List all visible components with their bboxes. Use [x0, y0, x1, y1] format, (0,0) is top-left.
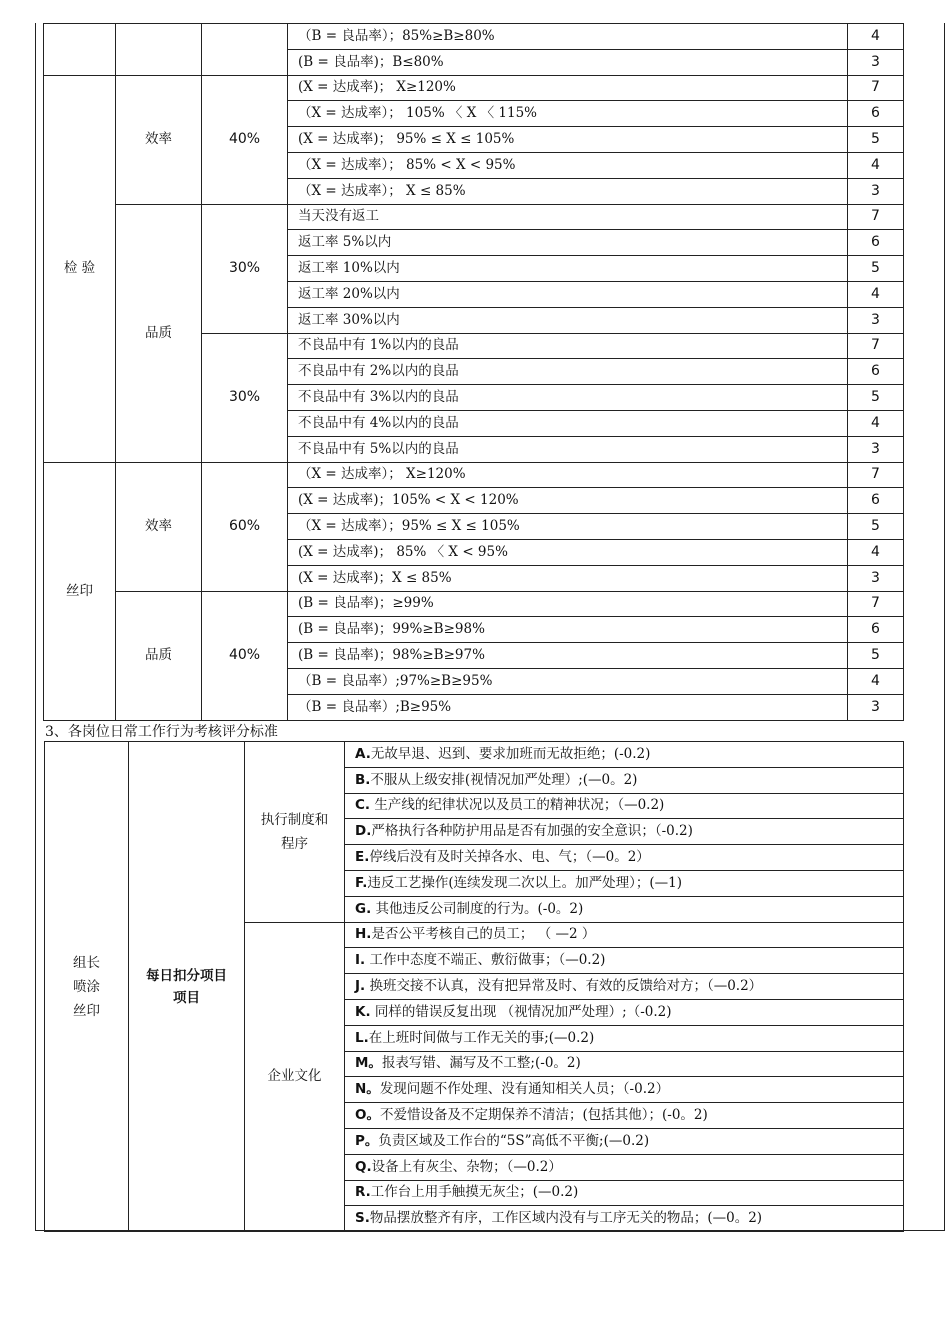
criterion-cell: （B = 良品率）;B≥95%	[288, 694, 848, 720]
role-label: 喷涂	[73, 978, 100, 995]
deduction-item	[345, 974, 904, 1000]
criterion-cell: （X = 达成率）； 85% < X < 95%	[288, 152, 848, 178]
deduction-item	[345, 1077, 904, 1103]
group-name-sub: 程序	[281, 835, 308, 852]
score-cell: 7	[848, 462, 904, 488]
item-text: 换班交接不认真，没有把异常及时、有效的反馈给对方；（—0.2）	[365, 978, 763, 995]
weight-cell	[202, 24, 288, 76]
criterion-cell: 返工率 5%以内	[288, 230, 848, 256]
daily-deduction-table	[44, 741, 904, 1232]
item-text: 物品摆放整齐有序，工作区域内没有与工序无关的物品；(—0。2)	[369, 1210, 763, 1227]
score-cell: 4	[848, 410, 904, 436]
criterion-cell: （B = 良品率）；85%≥B≥80%	[288, 24, 848, 50]
weight-value: 30%	[202, 204, 288, 333]
score-cell: 6	[848, 617, 904, 643]
category-efficiency: 效率	[116, 75, 202, 204]
item-text: 不服从上级安排(视情况加严处理）;(—0。2)	[370, 771, 638, 788]
deduction-item	[345, 845, 904, 871]
deduction-item	[345, 1103, 904, 1129]
item-text: 违反工艺操作(连续发现二次以上。加严处理）；(—1)	[367, 874, 683, 891]
item-letter: O。	[355, 1107, 380, 1124]
criterion-cell: (X = 达成率)；105% < X < 120%	[288, 488, 848, 514]
score-cell: 4	[848, 152, 904, 178]
item-title: 每日扣分项目	[146, 967, 227, 984]
criterion-cell: (B = 良品率)；99%≥B≥98%	[288, 617, 848, 643]
group-name-cell	[245, 922, 345, 1232]
weight-value: 40%	[202, 591, 288, 720]
item-text: 无故早退、迟到、要求加班而无故拒绝；(-0.2)	[370, 745, 651, 762]
score-cell: 3	[848, 436, 904, 462]
item-text: 不爱惜设备及不定期保养不清洁；(包括其他）；(-0。2)	[379, 1107, 708, 1124]
criterion-cell: (X = 达成率)；X ≤ 85%	[288, 565, 848, 591]
criterion-cell: 返工率 10%以内	[288, 256, 848, 282]
deduction-item	[345, 1206, 904, 1232]
weight-value: 30%	[202, 333, 288, 462]
item-text: 其他违反公司制度的行为。(-0。2)	[371, 900, 584, 917]
item-letter: R.	[355, 1184, 371, 1201]
item-letter: M。	[355, 1055, 382, 1072]
score-cell: 3	[848, 307, 904, 333]
score-cell: 4	[848, 281, 904, 307]
score-cell: 6	[848, 230, 904, 256]
item-text: 生产线的纪律状况以及员工的精神状况；（—0.2)	[370, 797, 665, 814]
table-row	[44, 204, 904, 230]
score-cell: 6	[848, 488, 904, 514]
deduction-item	[345, 1051, 904, 1077]
item-letter: E.	[355, 849, 370, 866]
score-cell: 5	[848, 127, 904, 153]
deduction-item	[345, 793, 904, 819]
deduction-item	[345, 1180, 904, 1206]
item-text: 工作中态度不端正、敷衍做事；（—0.2)	[365, 952, 606, 969]
page-frame-left	[35, 23, 36, 1231]
score-cell: 7	[848, 333, 904, 359]
table-row	[44, 24, 904, 50]
criterion-cell: （B = 良品率）;97%≥B≥95%	[288, 668, 848, 694]
item-text: 是否公平考核自己的员工； （ —2 ）	[371, 926, 596, 943]
category-efficiency: 效率	[116, 462, 202, 591]
group-name-cell	[245, 742, 345, 923]
score-cell: 4	[848, 539, 904, 565]
item-letter: J.	[355, 978, 366, 995]
score-cell: 7	[848, 75, 904, 101]
score-cell: 5	[848, 643, 904, 669]
item-letter: A.	[355, 745, 371, 762]
criterion-cell: (B = 良品率)；B≤80%	[288, 49, 848, 75]
deduction-item	[345, 948, 904, 974]
deduction-item	[345, 1154, 904, 1180]
score-cell: 3	[848, 49, 904, 75]
criterion-cell: (X = 达成率)； 85% 〈 X < 95%	[288, 539, 848, 565]
item-letter: S.	[355, 1210, 370, 1227]
item-title-cell	[129, 742, 245, 1232]
item-letter: D.	[355, 823, 372, 840]
table-row	[44, 591, 904, 617]
item-letter: H.	[355, 926, 372, 943]
item-letter: C.	[355, 797, 371, 814]
position-silkscreen: 丝印	[44, 462, 116, 720]
item-text: 设备上有灰尘、杂物；（—0.2）	[371, 1158, 562, 1175]
deduction-item	[345, 819, 904, 845]
criterion-cell: 返工率 30%以内	[288, 307, 848, 333]
criterion-cell: （X = 达成率）；95% ≤ X ≤ 105%	[288, 514, 848, 540]
item-text: 同样的错误反复出现 （视情况加严处理）;（-0.2)	[370, 1003, 672, 1020]
category-quality: 品质	[116, 204, 202, 462]
deduction-item	[345, 767, 904, 793]
item-text: 停线后没有及时关掉各水、电、气；（—0。2）	[369, 849, 650, 866]
weight-value: 60%	[202, 462, 288, 591]
score-cell: 4	[848, 24, 904, 50]
table-row	[44, 462, 904, 488]
scoring-table	[43, 23, 904, 721]
deduction-item	[345, 870, 904, 896]
criterion-cell: （X = 达成率）； X≥120%	[288, 462, 848, 488]
deduction-item	[345, 896, 904, 922]
criterion-cell: （X = 达成率）； X ≤ 85%	[288, 178, 848, 204]
criterion-cell: 返工率 20%以内	[288, 281, 848, 307]
position-inspection: 检 验	[44, 75, 116, 462]
section-title: 3、各岗位日常工作行为考核评分标准	[45, 724, 278, 740]
deduction-item	[345, 742, 904, 768]
criterion-cell: 不良品中有 4%以内的良品	[288, 410, 848, 436]
item-title-sub: 项目	[173, 989, 200, 1006]
criterion-cell: （X = 达成率）； 105% 〈 X 〈 115%	[288, 101, 848, 127]
role-label: 丝印	[73, 1002, 100, 1019]
score-cell: 3	[848, 694, 904, 720]
criterion-cell: (X = 达成率)； X≥120%	[288, 75, 848, 101]
page-frame-right	[944, 23, 945, 1231]
item-letter: B.	[355, 771, 371, 788]
score-cell: 7	[848, 204, 904, 230]
criterion-cell: 不良品中有 2%以内的良品	[288, 359, 848, 385]
score-cell: 6	[848, 101, 904, 127]
item-letter: G.	[355, 900, 372, 917]
item-text: 发现问题不作处理、没有通知相关人员；（-0.2）	[379, 1081, 670, 1098]
score-cell: 5	[848, 256, 904, 282]
category-cell	[116, 24, 202, 76]
position-cell	[44, 24, 116, 76]
weight-value: 40%	[202, 75, 288, 204]
deduction-item	[345, 1128, 904, 1154]
item-text: 报表写错、漏写及不工整;(-0。2)	[381, 1055, 581, 1072]
item-letter: I.	[355, 952, 366, 969]
criterion-cell: (B = 良品率)；98%≥B≥97%	[288, 643, 848, 669]
item-text: 严格执行各种防护用品是否有加强的安全意识；（-0.2)	[371, 823, 693, 840]
item-letter: F.	[355, 874, 368, 891]
score-cell: 4	[848, 668, 904, 694]
table-row	[45, 742, 904, 768]
table-row	[44, 75, 904, 101]
deduction-item	[345, 922, 904, 948]
score-cell: 5	[848, 385, 904, 411]
criterion-cell: 不良品中有 5%以内的良品	[288, 436, 848, 462]
score-cell: 3	[848, 565, 904, 591]
category-quality: 品质	[116, 591, 202, 720]
role-label: 组长	[73, 954, 100, 971]
group-name: 执行制度和	[260, 811, 329, 828]
item-letter: K.	[355, 1003, 371, 1020]
item-letter: Q.	[355, 1158, 372, 1175]
criterion-cell: 不良品中有 1%以内的良品	[288, 333, 848, 359]
item-text: 负责区域及工作台的“5S”高低不平衡;(—0.2)	[378, 1132, 650, 1149]
score-cell: 6	[848, 359, 904, 385]
score-cell: 3	[848, 178, 904, 204]
score-cell: 5	[848, 514, 904, 540]
criterion-cell: 当天没有返工	[288, 204, 848, 230]
score-cell: 7	[848, 591, 904, 617]
item-letter: N。	[355, 1081, 380, 1098]
deduction-item	[345, 1025, 904, 1051]
criterion-cell: (X = 达成率)； 95% ≤ X ≤ 105%	[288, 127, 848, 153]
item-text: 在上班时间做与工作无关的事;(—0.2)	[368, 1029, 595, 1046]
deduction-item	[345, 999, 904, 1025]
group-name: 企业文化	[267, 1068, 322, 1085]
criterion-cell: (B = 良品率)；≥99%	[288, 591, 848, 617]
roles-cell	[45, 742, 129, 1232]
item-letter: L.	[355, 1029, 369, 1046]
criterion-cell: 不良品中有 3%以内的良品	[288, 385, 848, 411]
item-letter: P。	[355, 1132, 379, 1149]
item-text: 工作台上用手触摸无灰尘；(—0.2)	[370, 1184, 579, 1201]
